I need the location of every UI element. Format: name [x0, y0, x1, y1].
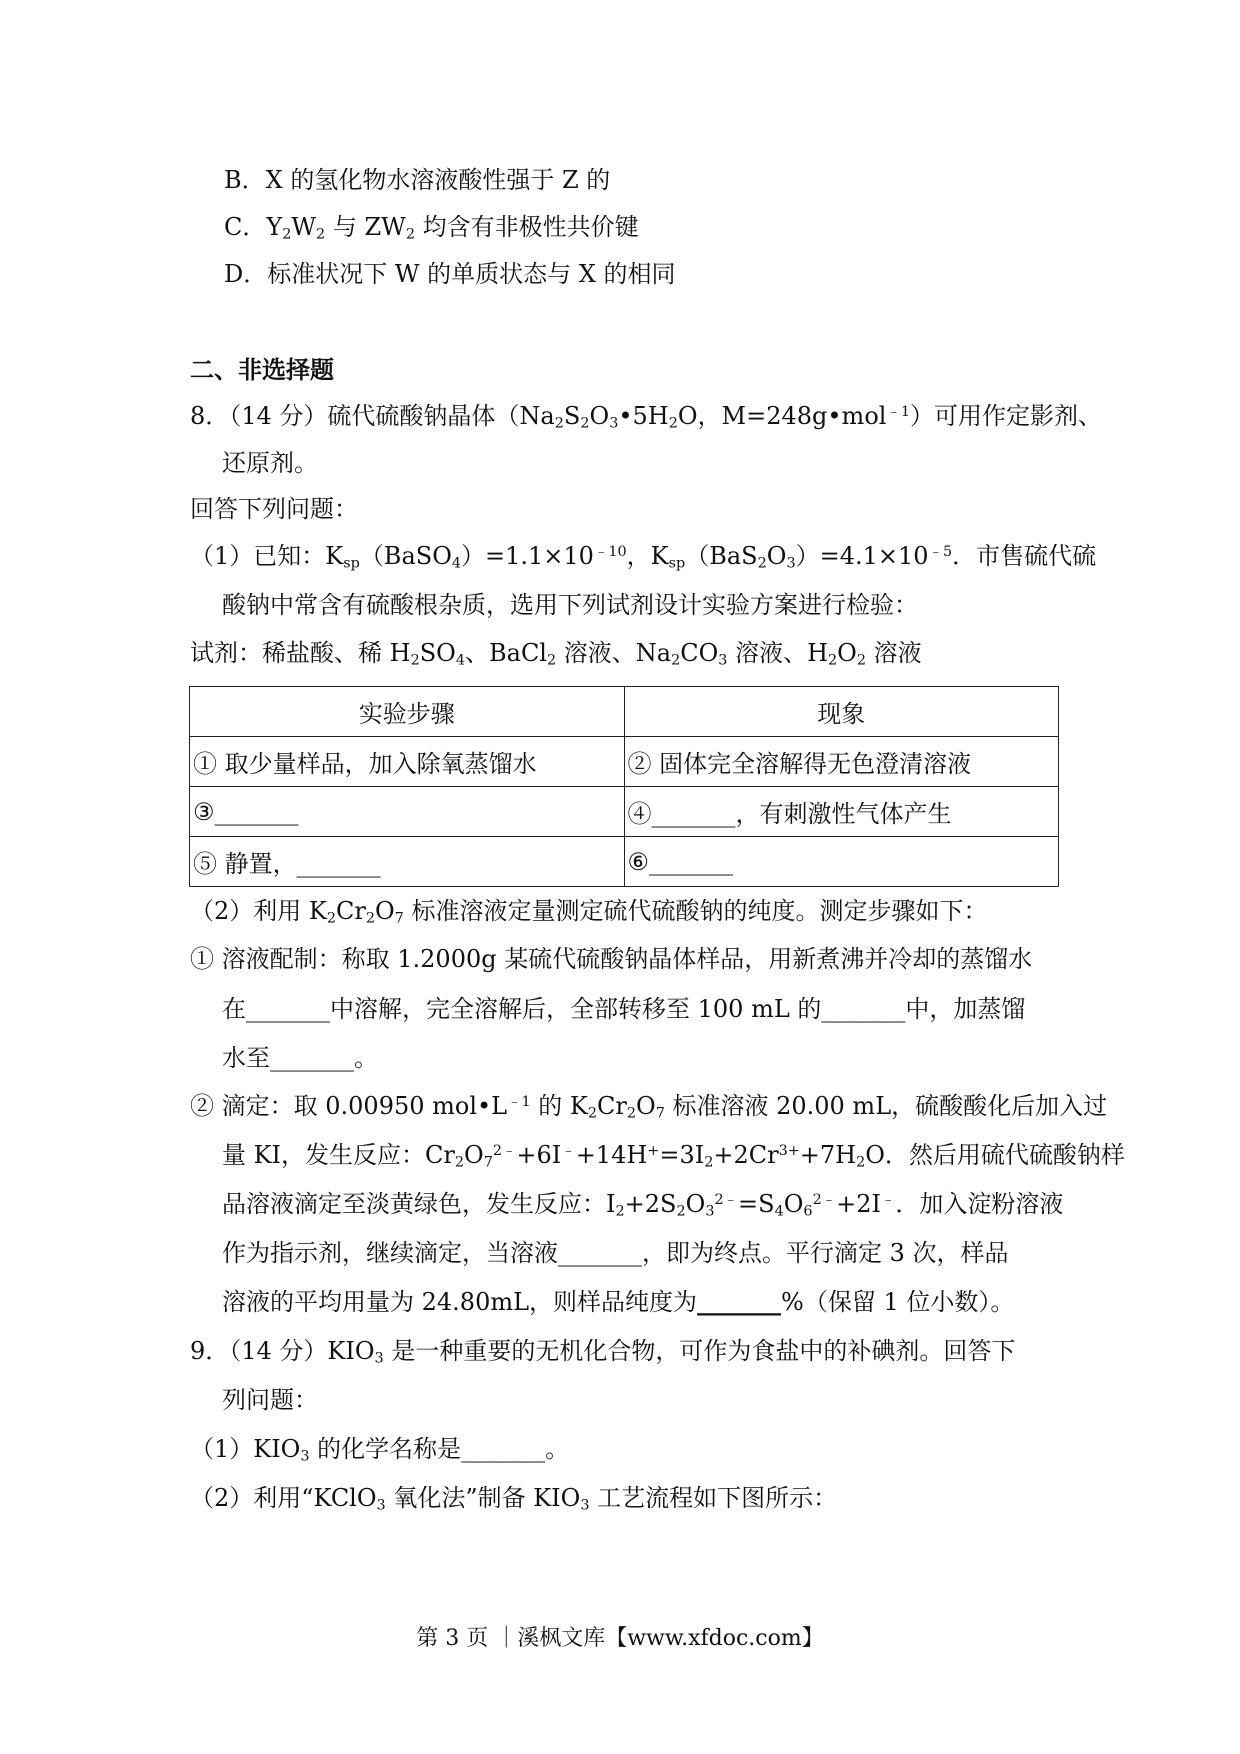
- table-row: [190, 787, 1059, 837]
- q8-step1-line1: ① 溶液配制：称取 1.2000g 某硫代硫酸钠晶体样品，用新煮沸并冷却的蒸馏水: [190, 945, 1033, 973]
- q8-stem-line1: 8．（14 分）硫代硫酸钠晶体（$Na_2S_2O_3•5H_2O$，M=248g•mol$^{﹣1}$）可用作定影剂、: [190, 402, 1102, 432]
- q9-stem-line2: 列问题：: [222, 1386, 318, 1414]
- table-header-row: [190, 687, 1059, 737]
- q8-part1-line1: （1）已知：$K_{sp}(BaSO_4)=1.1\times 10^{﹣10}$，$K_{sp}(BaS_2O_3)=4.1\times 10^{﹣5}$．市售硫代硫: [190, 542, 1097, 572]
- q9-part2: （2）利用“KClO$_3$ 氧化法”制备 $KIO_3$ 工艺流程如下图所示：: [190, 1484, 838, 1514]
- q8-step1-line2: 在_______中溶解，完全溶解后，全部转移至 100 mL 的_______中，加蒸馏: [222, 995, 1026, 1023]
- table-cell: ⑥_______: [624, 837, 1059, 887]
- q8-step2-line5: 溶液的平均用量为 24.80mL，则样品纯度为_______%（保留 1 位小数）。: [222, 1287, 1015, 1316]
- option-c: C．$Y_2W_2$ 与 $ZW_2$ 均含有非极性共价键: [224, 213, 639, 243]
- q8-part1-line2: 酸钠中常含有硫酸根杂质，选用下列试剂设计实验方案进行检验：: [222, 591, 918, 619]
- table-header-cell: 实验步骤: [190, 687, 625, 737]
- q8-step2-line1: ② 滴定：取 0.00950 $mol•L^{﹣1}$ 的 $K_2Cr_2O_7$ 标准溶液 20.00 mL，硫酸酸化后加入过: [190, 1092, 1108, 1122]
- table-cell: ③_______: [190, 787, 625, 837]
- q8-reagents: 试剂：稀盐酸、稀 $H_2SO_4$、BaCl$_2$ 溶液、$Na_2CO_3$ 溶液、$H_2O_2$ 溶液: [190, 639, 922, 669]
- table-header-cell: 现象: [624, 687, 1059, 737]
- table-row: [190, 737, 1059, 787]
- experiment-table: [189, 686, 1059, 887]
- option-d: D．标准状况下 W 的单质状态与 X 的相同: [224, 260, 676, 288]
- table-cell: ④_______，有刺激性气体产生: [624, 787, 1059, 837]
- table-cell: ① 取少量样品，加入除氧蒸馏水: [190, 737, 625, 787]
- table-cell: ② 固体完全溶解得无色澄清溶液: [624, 737, 1059, 787]
- table-row: [190, 837, 1059, 887]
- section-heading: 二、非选择题: [190, 356, 334, 384]
- q9-part1: $(1)KIO_3$ 的化学名称是_______。: [190, 1435, 570, 1465]
- q8-part2-intro: （2）利用 $K_2Cr_2O_7$ 标准溶液定量测定硫代硫酸钠的纯度。测定步骤如下：: [190, 897, 988, 927]
- q8-step2-line4: 作为指示剂，继续滴定，当溶液_______，即为终点。平行滴定 3 次，样品: [222, 1239, 1009, 1267]
- q8-answer-prompt: 回答下列问题：: [190, 495, 358, 523]
- page-footer: 第 3 页 ｜溪枫文库【www.xfdoc.com】: [416, 1626, 824, 1651]
- table-cell: ⑤ 静置，_______: [190, 837, 625, 887]
- q8-step2-line3: 品溶液滴定至淡黄绿色，发生反应：$I_2+2S_2O_3^{2﹣}=S_4O_6^{2﹣}+2I^﹣$．加入淀粉溶液: [222, 1190, 1064, 1220]
- option-b: B．X 的氢化物水溶液酸性强于 Z 的: [224, 166, 611, 194]
- q8-stem-line2: 还原剂。: [222, 449, 318, 477]
- q9-stem-line1: 9．（14 分）$KIO_3$ 是一种重要的无机化合物，可作为食盐中的补碘剂。回答下: [190, 1337, 1016, 1367]
- q8-step1-line3: 水至_______。: [222, 1044, 378, 1072]
- q8-step2-line2: 量 KI，发生反应：$Cr_2O_7^{2﹣}+6I^﹣+14H^+=3I_2+2Cr^{3+}+7H_2O$．然后用硫代硫酸钠样: [222, 1141, 1125, 1171]
